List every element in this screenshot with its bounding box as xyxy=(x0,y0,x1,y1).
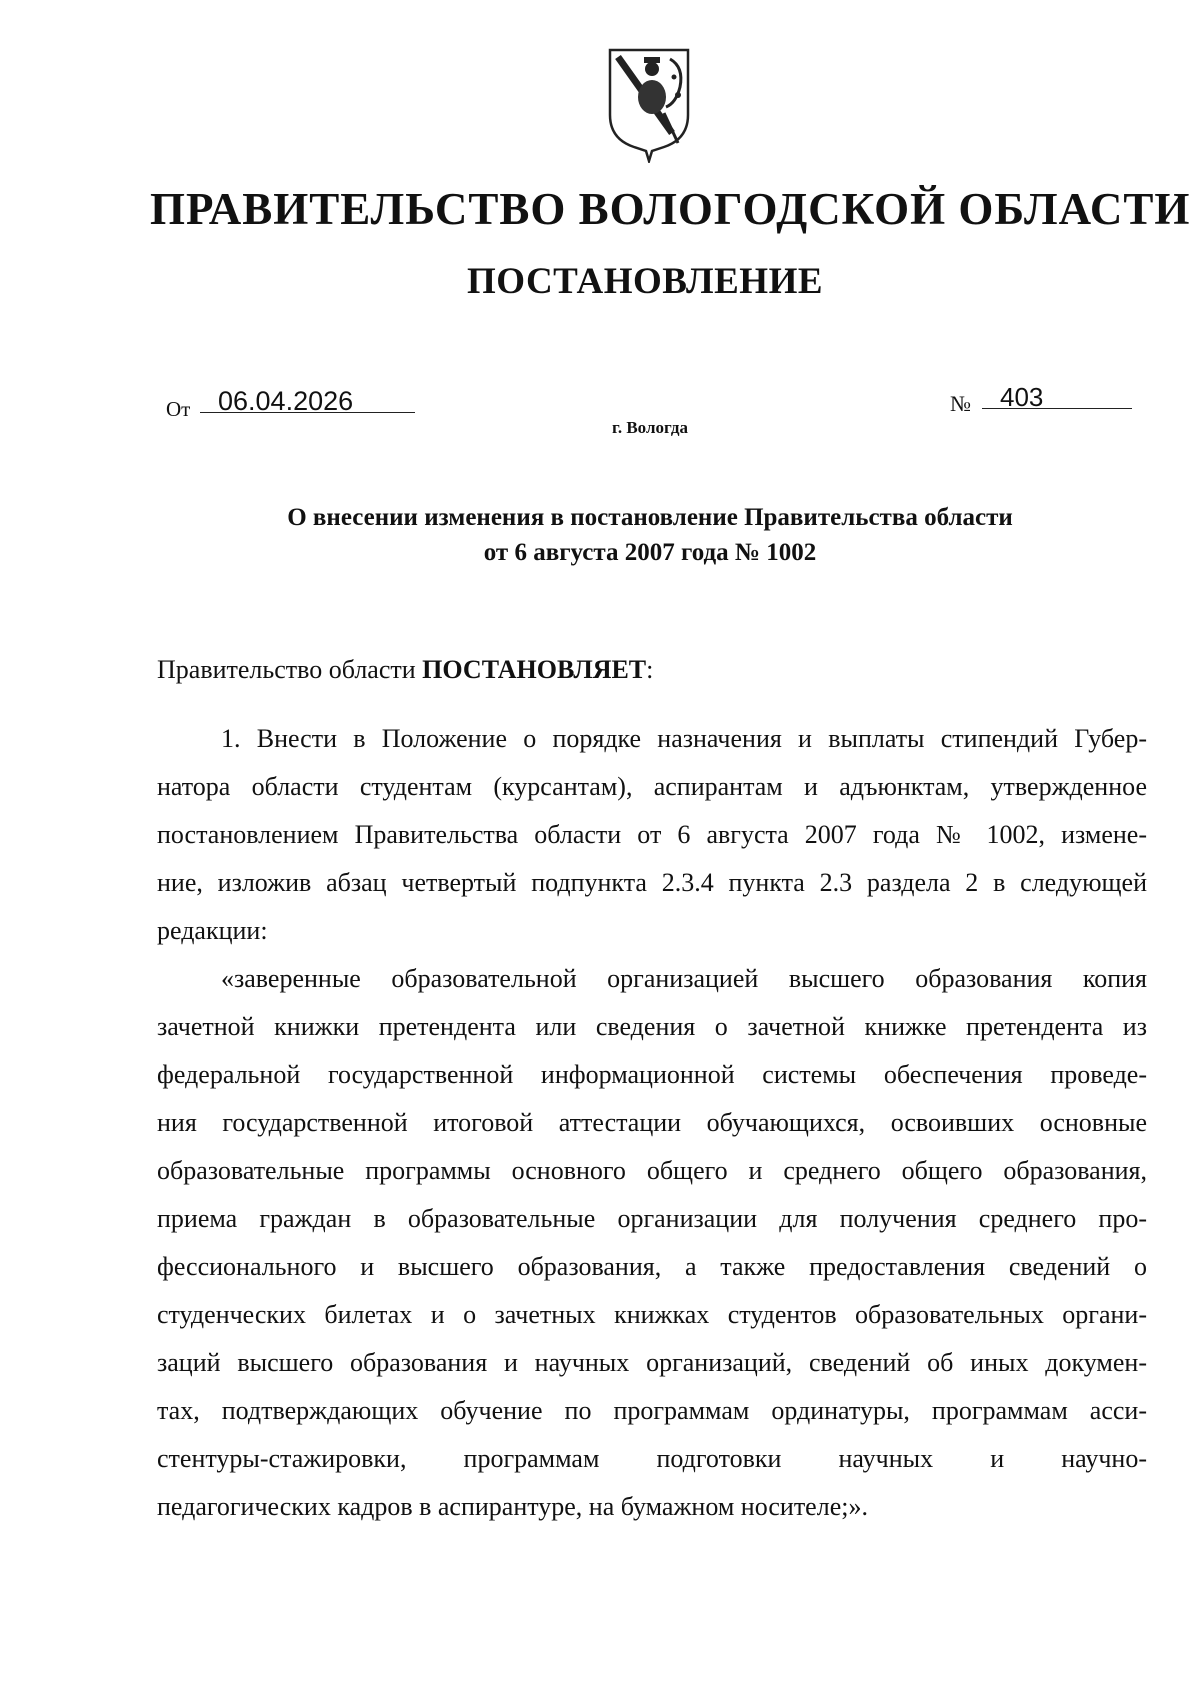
text-line: ние, изложив абзац четвертый подпункта 2.3.4 пункта 2.3 раздела 2 в следующей xyxy=(157,868,1147,897)
text-line: образовательные программы основного общего и среднего общего образования, xyxy=(157,1156,1147,1185)
text-line: редакции: xyxy=(157,916,268,945)
text-line: тах, подтверждающих обучение по программам ординатуры, программам асси- xyxy=(157,1396,1147,1425)
preamble xyxy=(157,655,1147,685)
date-label: От xyxy=(166,397,191,421)
document-type: ПОСТАНОВЛЕНИЕ xyxy=(466,261,824,302)
text-line: «заверенные образовательной организацией высшего образования копия xyxy=(221,964,1147,993)
text-line: постановлением Правительства области от 6 августа 2007 года № 1002, измене- xyxy=(157,820,1147,849)
text-line: педагогических кадров в аспирантуре, на бумажном носителе;». xyxy=(157,1492,868,1521)
text-line: федеральной государственной информационной системы обеспечения проведе- xyxy=(157,1060,1147,1089)
date-value: 06.04.2026 xyxy=(218,386,354,416)
coat-of-arms-icon xyxy=(606,47,692,163)
subject-line: О внесении изменения в постановление Правительства области xyxy=(287,504,1013,531)
text-line: заций высшего образования и научных организаций, сведений об иных докумен- xyxy=(157,1348,1147,1377)
body-paragraphs xyxy=(157,715,1147,1531)
organization-title: ПРАВИТЕЛЬСТВО ВОЛОГОДСКОЙ ОБЛАСТИ xyxy=(150,184,1191,234)
subject-line: от 6 августа 2007 года № 1002 xyxy=(483,539,817,566)
document-subject xyxy=(180,500,1120,570)
text-line: приема граждан в образовательные организации для получения среднего про- xyxy=(157,1204,1147,1233)
number-label: № xyxy=(950,391,971,416)
preamble-suffix: : xyxy=(646,655,654,684)
text-line: 1. Внести в Положение о порядке назначения и выплаты стипендий Губер- xyxy=(221,724,1147,753)
city-label: г. Вологда xyxy=(612,418,688,437)
text-line: натора области студентам (курсантам), аспирантам и адъюнктам, утвержденное xyxy=(157,772,1147,801)
preamble-verb: ПОСТАНОВЛЯЕТ xyxy=(422,655,647,684)
text-line: ния государственной итоговой аттестации обучающихся, освоивших основные xyxy=(157,1108,1147,1137)
text-line: студенческих билетах и о зачетных книжках студентов образовательных органи- xyxy=(157,1300,1147,1329)
preamble-prefix: Правительство области xyxy=(157,655,416,684)
text-line: фессионального и высшего образования, а также предоставления сведений о xyxy=(157,1252,1147,1281)
number-value: 403 xyxy=(1000,382,1044,412)
text-line: стентуры-стажировки, программам подготовки научных и научно- xyxy=(157,1444,1147,1473)
text-line: зачетной книжки претендента или сведения о зачетной книжке претендента из xyxy=(157,1012,1147,1041)
